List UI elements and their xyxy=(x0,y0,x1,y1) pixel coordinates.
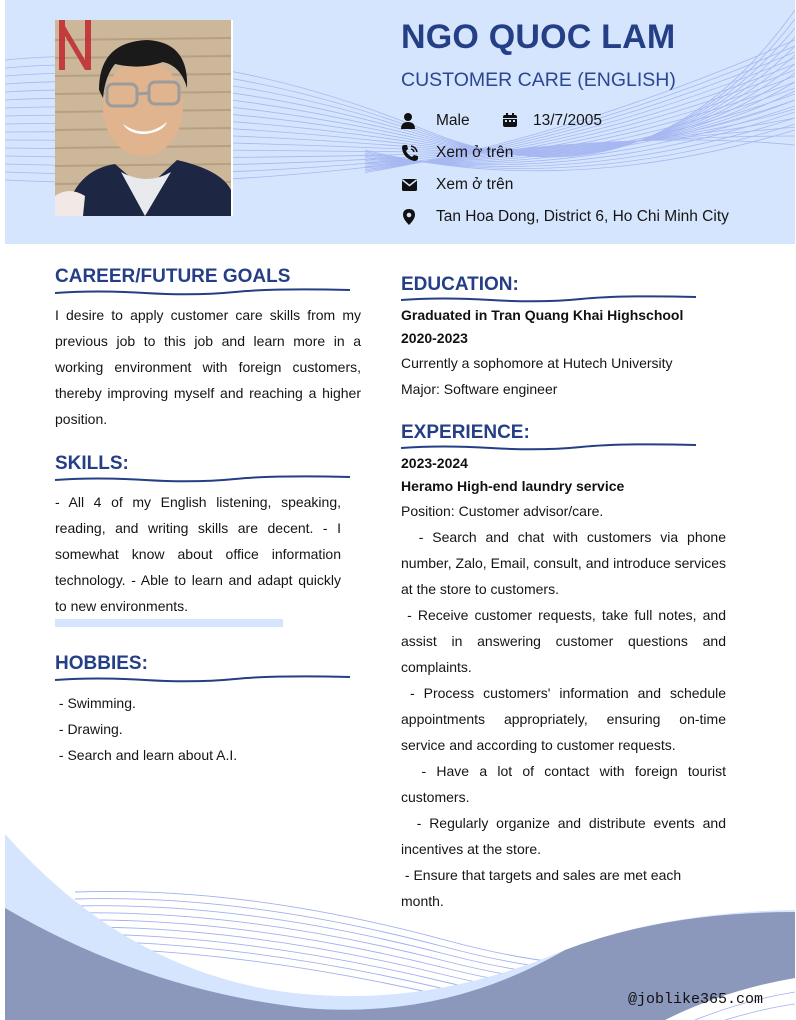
dob-value: 13/7/2005 xyxy=(533,112,602,129)
experience-position: Position: Customer advisor/care. xyxy=(401,503,604,519)
candidate-name: NGO QUOC LAM xyxy=(401,18,676,56)
hobbies-list xyxy=(55,690,237,768)
email-row xyxy=(401,176,513,194)
experience-heading: EXPERIENCE: xyxy=(401,422,530,443)
email-value: Xem ở trên xyxy=(436,176,514,193)
experience-company: Heramo High-end laundry service xyxy=(401,478,625,494)
candidate-role: CUSTOMER CARE (ENGLISH) xyxy=(401,69,676,91)
career-goals-heading: CAREER/FUTURE GOALS xyxy=(55,266,291,287)
experience-duty: - Ensure that targets and sales are met each month. xyxy=(401,867,686,909)
experience-duty: - Search and chat with customers via phone number, Zalo, Email, consult, and introduce services at the store to customers. xyxy=(401,529,730,597)
experience-duty: - Receive customer requests, take full notes, and assist in answering customer questions and complaints. xyxy=(401,607,730,675)
education-years: 2020-2023 xyxy=(401,330,468,346)
gender-row xyxy=(401,112,470,130)
profile-photo xyxy=(55,20,233,216)
map-pin-icon xyxy=(401,208,419,226)
dob-row xyxy=(502,112,602,130)
education-current: Currently a sophomore at Hutech University xyxy=(401,355,673,371)
hobbies-heading: HOBBIES: xyxy=(55,653,148,674)
gender-value: Male xyxy=(436,112,470,129)
address-row xyxy=(401,208,729,226)
heading-underline xyxy=(55,288,350,296)
hobby-item: - Drawing. xyxy=(55,721,123,737)
resume-page xyxy=(5,0,795,1020)
phone-row xyxy=(401,144,513,162)
heading-underline xyxy=(55,475,350,483)
education-heading: EDUCATION: xyxy=(401,274,519,295)
phone-icon xyxy=(401,144,419,162)
hobby-item: - Search and learn about A.I. xyxy=(55,747,238,763)
footer-wave-decoration xyxy=(5,820,795,1020)
skills-text: - All 4 of my English listening, speaking, reading, and writing skills are decent. - I somewhat know about office information technology. - Able to learn and adapt quickly to new environments. xyxy=(55,494,341,614)
experience-duty: - Regularly organize and distribute events and incentives at the store. xyxy=(401,815,730,857)
experience-period: 2023-2024 xyxy=(401,455,468,471)
hobby-item: - Swimming. xyxy=(55,695,136,711)
phone-value: Xem ở trên xyxy=(436,144,514,161)
experience-duty: - Process customers' information and schedule appointments appropriately, ensuring on-time service and according to customer requests. xyxy=(401,685,730,753)
education-major: Major: Software engineer xyxy=(401,381,558,397)
heading-underline xyxy=(401,443,696,451)
envelope-icon xyxy=(401,176,419,194)
calendar-icon xyxy=(502,112,520,130)
profile-photo-image xyxy=(55,20,231,216)
footer-credit: @joblike365.com xyxy=(628,991,764,1008)
heading-underline xyxy=(401,295,696,303)
education-details xyxy=(401,304,683,402)
experience-duty: - Have a lot of contact with foreign tourist customers. xyxy=(401,763,730,805)
education-school: Graduated in Tran Quang Khai Highschool xyxy=(401,307,684,323)
skills-bar xyxy=(55,619,283,627)
career-goals-text: I desire to apply customer care skills from my previous job to this job and learn more in a working environment with foreign customers, thereby improving myself and reaching a higher position. xyxy=(55,307,361,427)
skills-heading: SKILLS: xyxy=(55,453,129,474)
heading-underline xyxy=(55,675,350,683)
user-icon xyxy=(401,112,419,130)
address-value: Tan Hoa Dong, District 6, Ho Chi Minh City xyxy=(436,208,729,225)
